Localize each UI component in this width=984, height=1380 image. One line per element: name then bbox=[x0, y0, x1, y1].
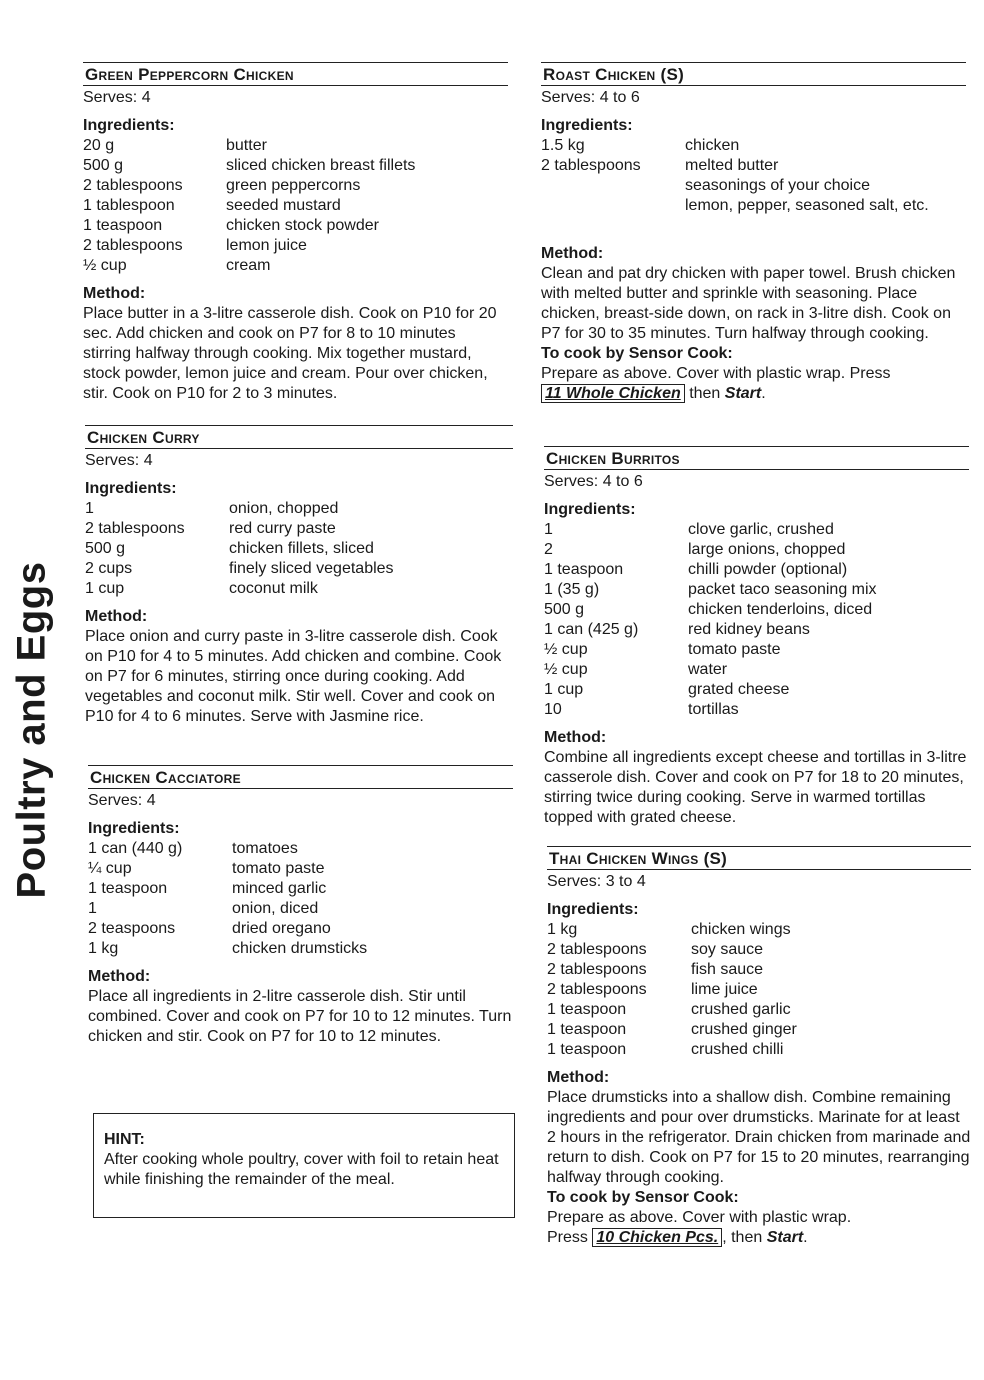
ingredient-qty bbox=[541, 176, 685, 196]
ingredients-label: Ingredients: bbox=[85, 480, 177, 497]
ingredient-qty: ¼ cup bbox=[88, 860, 132, 877]
ingredient-desc: seasonings of your choice bbox=[685, 177, 870, 194]
section-side-tab bbox=[6, 561, 58, 899]
ingredient-desc: chilli powder (optional) bbox=[688, 561, 848, 578]
ingredient-row bbox=[544, 680, 969, 700]
ingredient-desc: chicken stock powder bbox=[226, 217, 379, 234]
sensor-then: then bbox=[689, 385, 721, 402]
recipe-serves: Serves: 4 bbox=[88, 792, 156, 809]
ingredient-desc: onion, diced bbox=[232, 900, 319, 917]
ingredient-row bbox=[541, 176, 966, 196]
ingredient-qty: 20 g bbox=[83, 137, 115, 154]
recipe-title: Roast Chicken (S) bbox=[541, 62, 966, 86]
ingredient-row bbox=[541, 196, 966, 216]
ingredients-label: Ingredients: bbox=[547, 901, 639, 918]
ingredient-row bbox=[88, 839, 513, 859]
method-text: Place all ingredients in 2-litre casserole dish. Stir until combined. Cover and cook on P7 for 10 to 12 minutes. Turn chicken and stir. Cook on P7 for 10 to 12 minutes. bbox=[88, 988, 512, 1045]
ingredient-desc: chicken bbox=[685, 137, 740, 154]
ingredient-row bbox=[544, 540, 969, 560]
recipe-chicken-cacciatore bbox=[88, 765, 513, 1047]
ingredient-row bbox=[83, 176, 508, 196]
ingredient-row bbox=[88, 939, 513, 959]
method-label: Method: bbox=[88, 968, 151, 985]
ingredient-row bbox=[83, 216, 508, 236]
method-label: Method: bbox=[85, 608, 148, 625]
recipe-serves: Serves: 4 bbox=[85, 452, 153, 469]
ingredient-desc: chicken fillets, sliced bbox=[229, 540, 374, 557]
chicken-pcs-key[interactable]: 10 Chicken Pcs. bbox=[592, 1228, 722, 1247]
ingredients-label: Ingredients: bbox=[541, 117, 633, 134]
ingredient-desc: cream bbox=[226, 257, 271, 274]
ingredient-desc: soy sauce bbox=[691, 941, 764, 958]
ingredient-row bbox=[547, 960, 971, 980]
ingredient-row bbox=[88, 879, 513, 899]
ingredient-row bbox=[544, 560, 969, 580]
ingredient-desc: lime juice bbox=[691, 981, 758, 998]
method-text: Place drumsticks into a shallow dish. Combine remaining ingredients and pour over drumsticks. Marinate for at least 2 hours in the refrigerator. Drain chicken from marinade and return to dish. Cook on P7 for 15 to 20 minutes, rearranging halfway through cooking. bbox=[547, 1089, 971, 1186]
ingredient-desc: seeded mustard bbox=[226, 197, 341, 214]
ingredient-row bbox=[544, 700, 969, 720]
ingredient-list bbox=[85, 499, 513, 599]
hint-text: After cooking whole poultry, cover with foil to retain heat while finishing the remainder of the meal. bbox=[104, 1151, 499, 1188]
recipe-thai-chicken-wings bbox=[547, 846, 971, 1248]
ingredient-qty: ½ cup bbox=[544, 661, 588, 678]
ingredient-desc: onion, chopped bbox=[229, 500, 339, 517]
ingredient-desc: tomato paste bbox=[232, 860, 325, 877]
start-key[interactable]: Start bbox=[724, 385, 762, 402]
ingredient-qty: 1 bbox=[544, 521, 553, 538]
sensor-cook-label: To cook by Sensor Cook: bbox=[547, 1189, 739, 1206]
ingredient-qty: 10 bbox=[544, 701, 562, 718]
ingredient-qty: 1 can (425 g) bbox=[544, 621, 639, 638]
ingredient-qty: 2 tablespoons bbox=[547, 961, 647, 978]
ingredient-desc: large onions, chopped bbox=[688, 541, 846, 558]
method-label: Method: bbox=[544, 729, 607, 746]
section-title: Poultry and Eggs bbox=[9, 561, 54, 899]
ingredient-row bbox=[547, 940, 971, 960]
ingredient-qty: 1 teaspoon bbox=[547, 1021, 627, 1038]
ingredient-row bbox=[83, 256, 508, 276]
ingredient-row bbox=[544, 660, 969, 680]
ingredient-qty: 500 g bbox=[85, 540, 126, 557]
ingredient-desc: minced garlic bbox=[232, 880, 327, 897]
method-label: Method: bbox=[541, 245, 604, 262]
recipe-title: Green Peppercorn Chicken bbox=[83, 62, 508, 86]
ingredient-qty: 1 teaspoon bbox=[83, 217, 163, 234]
recipe-serves: Serves: 4 to 6 bbox=[544, 473, 643, 490]
ingredient-row bbox=[547, 1020, 971, 1040]
ingredient-qty: 1.5 kg bbox=[541, 137, 585, 154]
ingredient-desc: crushed garlic bbox=[691, 1001, 791, 1018]
ingredient-qty: 1 teaspoon bbox=[544, 561, 624, 578]
ingredient-qty: ½ cup bbox=[544, 641, 588, 658]
ingredient-qty: 2 tablespoons bbox=[547, 941, 647, 958]
ingredient-qty: 2 bbox=[544, 541, 553, 558]
ingredient-row bbox=[85, 559, 513, 579]
ingredient-desc: sliced chicken breast fillets bbox=[226, 157, 416, 174]
ingredient-desc: red kidney beans bbox=[688, 621, 810, 638]
ingredient-row bbox=[544, 640, 969, 660]
ingredient-row bbox=[544, 620, 969, 640]
sensor-cook-text: Prepare as above. Cover with plastic wrap. Press 11 Whole Chicken then Start. bbox=[541, 365, 891, 402]
recipe-serves: Serves: 3 to 4 bbox=[547, 873, 646, 890]
ingredient-list bbox=[544, 520, 969, 720]
ingredient-qty: 1 bbox=[85, 500, 94, 517]
recipe-serves: Serves: 4 bbox=[83, 89, 151, 106]
ingredient-desc: grated cheese bbox=[688, 681, 790, 698]
ingredient-qty: 2 tablespoons bbox=[541, 157, 641, 174]
ingredient-row bbox=[83, 156, 508, 176]
ingredient-row bbox=[83, 196, 508, 216]
ingredient-desc: crushed chilli bbox=[691, 1041, 784, 1058]
ingredient-qty: 1 (35 g) bbox=[544, 581, 600, 598]
ingredient-desc: chicken drumsticks bbox=[232, 940, 368, 957]
ingredient-desc: coconut milk bbox=[229, 580, 318, 597]
method-text: Clean and pat dry chicken with paper towel. Brush chicken with melted butter and sprinkle with seasoning. Place chicken, breast-side down, on rack in 3-litre dish. Cook on P7 for 30 to 35 minutes. Turn halfway through cooking. bbox=[541, 265, 956, 342]
ingredient-qty: 1 kg bbox=[88, 940, 119, 957]
ingredient-row bbox=[541, 136, 966, 156]
start-key[interactable]: Start bbox=[766, 1229, 804, 1246]
ingredient-desc: melted butter bbox=[685, 157, 779, 174]
ingredient-row bbox=[547, 1040, 971, 1060]
ingredient-row bbox=[544, 600, 969, 620]
ingredient-qty: 2 cups bbox=[85, 560, 133, 577]
ingredient-qty: 1 teaspoon bbox=[88, 880, 168, 897]
ingredient-desc: water bbox=[688, 661, 728, 678]
method-text: Place butter in a 3-litre casserole dish. Cook on P10 for 20 sec. Add chicken and cook on P7 for 8 to 10 minutes stirring halfway through cooking. Mix together mustard, stock powder, lemon juice and cream. Pour over chicken, stir. Cook on P10 for 2 to 3 minutes. bbox=[83, 305, 497, 402]
ingredient-desc: fish sauce bbox=[691, 961, 764, 978]
sensor-then: , then bbox=[722, 1229, 763, 1246]
whole-chicken-key[interactable]: 11 Whole Chicken bbox=[541, 384, 685, 403]
recipe-title: Chicken Cacciatore bbox=[88, 765, 513, 789]
sensor-cook-label: To cook by Sensor Cook: bbox=[541, 345, 733, 362]
ingredient-row bbox=[544, 580, 969, 600]
ingredient-qty: 500 g bbox=[83, 157, 124, 174]
ingredient-row bbox=[88, 859, 513, 879]
ingredient-desc: packet taco seasoning mix bbox=[688, 581, 877, 598]
recipe-chicken-curry bbox=[85, 425, 513, 727]
method-label: Method: bbox=[83, 285, 146, 302]
ingredient-desc: green peppercorns bbox=[226, 177, 361, 194]
ingredient-row bbox=[85, 519, 513, 539]
ingredients-label: Ingredients: bbox=[83, 117, 175, 134]
recipe-chicken-burritos bbox=[544, 446, 969, 828]
ingredient-qty: 1 can (440 g) bbox=[88, 840, 183, 857]
ingredient-qty: 1 teaspoon bbox=[547, 1041, 627, 1058]
ingredient-desc: lemon juice bbox=[226, 237, 307, 254]
ingredient-row bbox=[547, 920, 971, 940]
ingredients-label: Ingredients: bbox=[88, 820, 180, 837]
ingredient-row bbox=[541, 156, 966, 176]
sensor-cook-text: Prepare as above. Cover with plastic wrap. Press 10 Chicken Pcs. , then Start. bbox=[547, 1209, 852, 1246]
ingredient-row bbox=[83, 236, 508, 256]
ingredient-row bbox=[547, 980, 971, 1000]
ingredient-qty: 2 tablespoons bbox=[547, 981, 647, 998]
ingredient-desc: finely sliced vegetables bbox=[229, 560, 394, 577]
ingredients-label: Ingredients: bbox=[544, 501, 636, 518]
ingredient-list bbox=[541, 136, 966, 216]
ingredient-desc: chicken tenderloins, diced bbox=[688, 601, 873, 618]
ingredient-desc: red curry paste bbox=[229, 520, 336, 537]
hint-box bbox=[93, 1113, 515, 1218]
ingredient-desc: crushed ginger bbox=[691, 1021, 797, 1038]
ingredient-qty: 2 tablespoons bbox=[83, 177, 183, 194]
sensor-instructions: Prepare as above. Cover with plastic wrap. bbox=[547, 1209, 852, 1226]
ingredient-qty: 1 kg bbox=[547, 921, 578, 938]
ingredient-qty: 2 tablespoons bbox=[85, 520, 185, 537]
ingredient-qty: ½ cup bbox=[83, 257, 127, 274]
ingredient-row bbox=[88, 899, 513, 919]
ingredient-qty: 500 g bbox=[544, 601, 585, 618]
recipe-title: Chicken Curry bbox=[85, 425, 513, 449]
method-text: Place onion and curry paste in 3-litre casserole dish. Cook on P10 for 4 to 5 minutes. Add chicken and combine. Cook on P7 for 6 minutes, stirring once during cooking. Add vegetables and coconut milk. Stir well. Cover and cook on P10 for 4 to 6 minutes. Serve with Jasmine rice. bbox=[85, 628, 502, 725]
ingredient-qty: 1 cup bbox=[85, 580, 125, 597]
recipe-roast-chicken bbox=[541, 62, 966, 404]
recipe-green-peppercorn-chicken bbox=[83, 62, 508, 404]
ingredient-row bbox=[544, 520, 969, 540]
ingredient-desc: lemon, pepper, seasoned salt, etc. bbox=[685, 197, 929, 214]
ingredient-list bbox=[83, 136, 508, 276]
recipe-title: Chicken Burritos bbox=[544, 446, 969, 470]
ingredient-qty: 1 cup bbox=[544, 681, 584, 698]
ingredient-desc: tortillas bbox=[688, 701, 739, 718]
sensor-press: Press bbox=[547, 1229, 588, 1246]
ingredient-desc: clove garlic, crushed bbox=[688, 521, 834, 538]
ingredient-row bbox=[85, 579, 513, 599]
method-text: Combine all ingredients except cheese and tortillas in 3-litre casserole dish. Cover and cook on P7 for 18 to 20 minutes, stirring twice during cooking. Serve in warmed tortillas topped with grated cheese. bbox=[544, 749, 967, 826]
ingredient-desc: dried oregano bbox=[232, 920, 331, 937]
ingredient-row bbox=[547, 1000, 971, 1020]
hint-title: HINT: bbox=[104, 1131, 145, 1148]
ingredient-desc: tomato paste bbox=[688, 641, 781, 658]
ingredient-row bbox=[88, 919, 513, 939]
sensor-instructions: Prepare as above. Cover with plastic wrap. Press bbox=[541, 365, 891, 382]
ingredient-desc: tomatoes bbox=[232, 840, 298, 857]
method-label: Method: bbox=[547, 1069, 610, 1086]
recipe-title: Thai Chicken Wings (S) bbox=[547, 846, 971, 870]
ingredient-row bbox=[85, 539, 513, 559]
ingredient-desc: butter bbox=[226, 137, 267, 154]
ingredient-row bbox=[85, 499, 513, 519]
ingredient-list bbox=[547, 920, 971, 1060]
ingredient-qty: 2 tablespoons bbox=[83, 237, 183, 254]
ingredient-desc: chicken wings bbox=[691, 921, 791, 938]
ingredient-row bbox=[83, 136, 508, 156]
ingredient-list bbox=[88, 839, 513, 959]
ingredient-qty: 1 tablespoon bbox=[83, 197, 175, 214]
ingredient-qty: 1 teaspoon bbox=[547, 1001, 627, 1018]
recipe-serves: Serves: 4 to 6 bbox=[541, 89, 640, 106]
ingredient-qty bbox=[541, 196, 685, 216]
ingredient-qty: 2 teaspoons bbox=[88, 920, 176, 937]
ingredient-qty: 1 bbox=[88, 900, 97, 917]
